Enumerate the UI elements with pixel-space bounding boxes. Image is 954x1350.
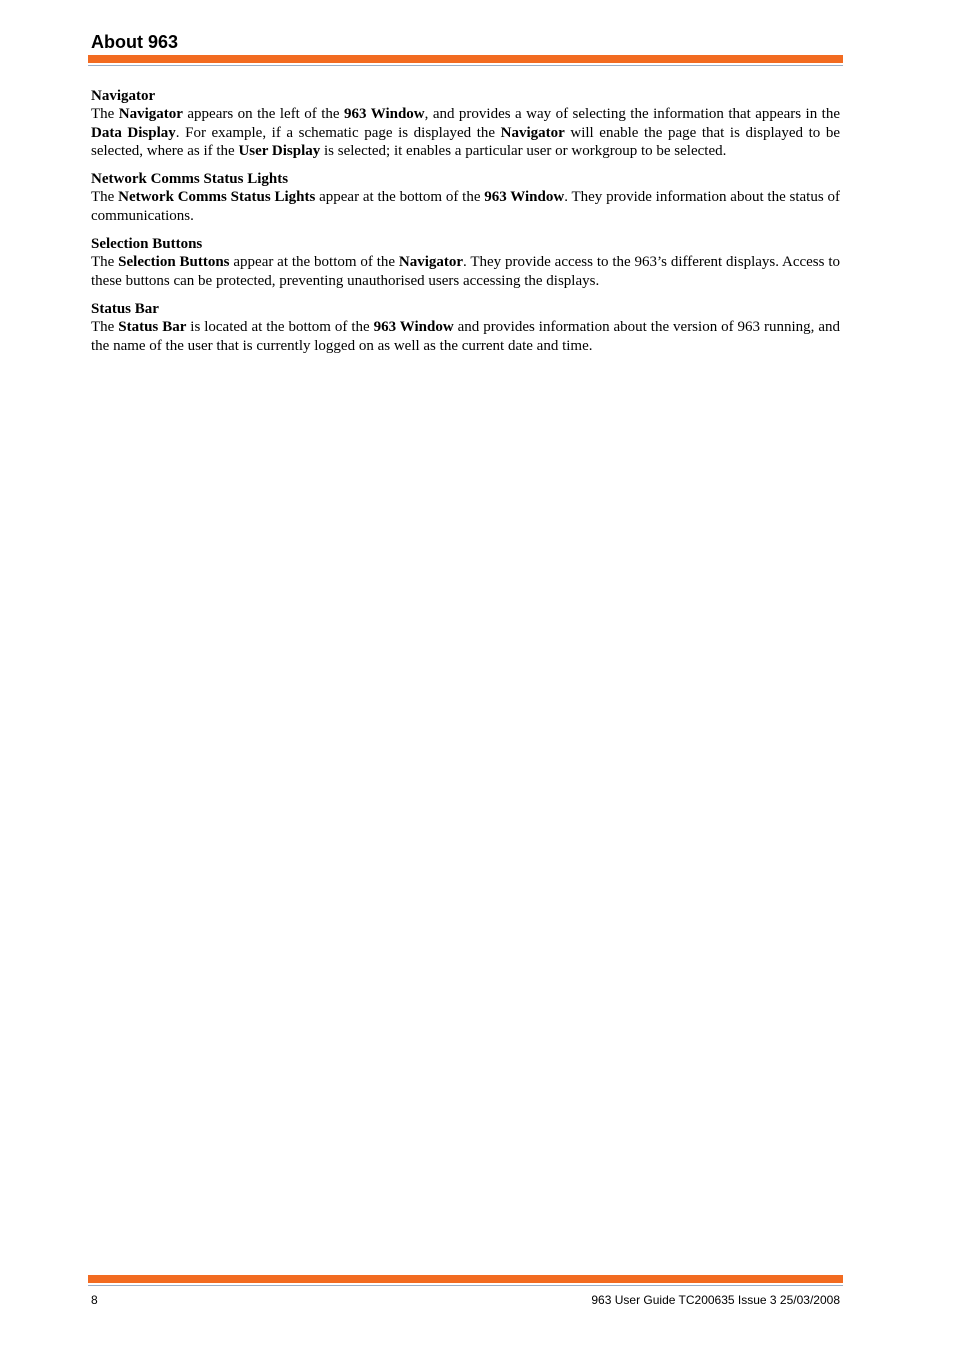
text-run: . They provide information about the status of communications. — [91, 189, 840, 224]
text-run: , and provides a way of selecting the information that appears in the — [424, 106, 840, 123]
text-run: The — [91, 189, 119, 206]
document-body — [91, 87, 840, 365]
bold-term: 963 Window — [344, 106, 425, 123]
header-blue-rule — [88, 65, 843, 66]
section-heading: Selection Buttons — [91, 236, 203, 253]
text-run: . For example, if a schematic page is displayed the — [175, 124, 501, 141]
section-paragraph — [91, 188, 840, 225]
text-run: . They provide access to the 963’s different displays. Access to these buttons can be protected, preventing unauthorised users accessing the displays. — [91, 254, 840, 289]
section-navigator — [91, 87, 840, 160]
bold-term: 963 Window — [484, 189, 565, 206]
text-run: The — [91, 254, 119, 271]
bold-term: Status Bar — [118, 319, 187, 336]
bold-term: User Display — [238, 142, 321, 159]
section-paragraph — [91, 318, 840, 355]
bold-term: Data Display — [91, 124, 176, 141]
section-heading: Status Bar — [91, 300, 159, 317]
text-run: is selected; it enables a particular user or workgroup to be selected. — [320, 142, 727, 159]
bold-term: Selection Buttons — [118, 254, 230, 271]
text-run: The — [91, 319, 119, 336]
text-run: appears on the left of the — [182, 106, 345, 123]
text-run: The — [91, 106, 119, 123]
bold-term: Navigator — [500, 124, 565, 141]
section-heading: Navigator — [91, 88, 156, 104]
text-run: appear at the bottom of the — [229, 254, 399, 271]
bold-term: 963 Window — [373, 319, 454, 336]
text-run: appear at the bottom of the — [315, 189, 485, 206]
footer-blue-rule — [88, 1285, 843, 1286]
bold-term: Network Comms Status Lights — [118, 189, 316, 206]
bold-term: Navigator — [118, 106, 183, 123]
section-network-comms-status-lights — [91, 170, 840, 225]
bold-term: Navigator — [398, 254, 464, 271]
footer-document-reference: 963 User Guide TC200635 Issue 3 25/03/2008 — [591, 1293, 840, 1307]
section-selection-buttons — [91, 235, 840, 290]
header-orange-rule — [88, 55, 843, 63]
section-status-bar — [91, 300, 840, 355]
page-header-title: About 963 — [91, 32, 179, 52]
section-heading: Network Comms Status Lights — [91, 171, 289, 188]
text-run: will enable the page that is displayed to be selected, where as if the — [91, 124, 840, 159]
footer-page-number: 8 — [91, 1293, 98, 1307]
section-paragraph — [91, 253, 840, 290]
section-paragraph — [91, 105, 840, 160]
text-run: and provides information about the version of 963 running, and the name of the user that is currently logged on as well as the current date and time. — [91, 319, 840, 354]
footer-orange-rule — [88, 1275, 843, 1283]
text-run: is located at the bottom of the — [186, 319, 374, 336]
